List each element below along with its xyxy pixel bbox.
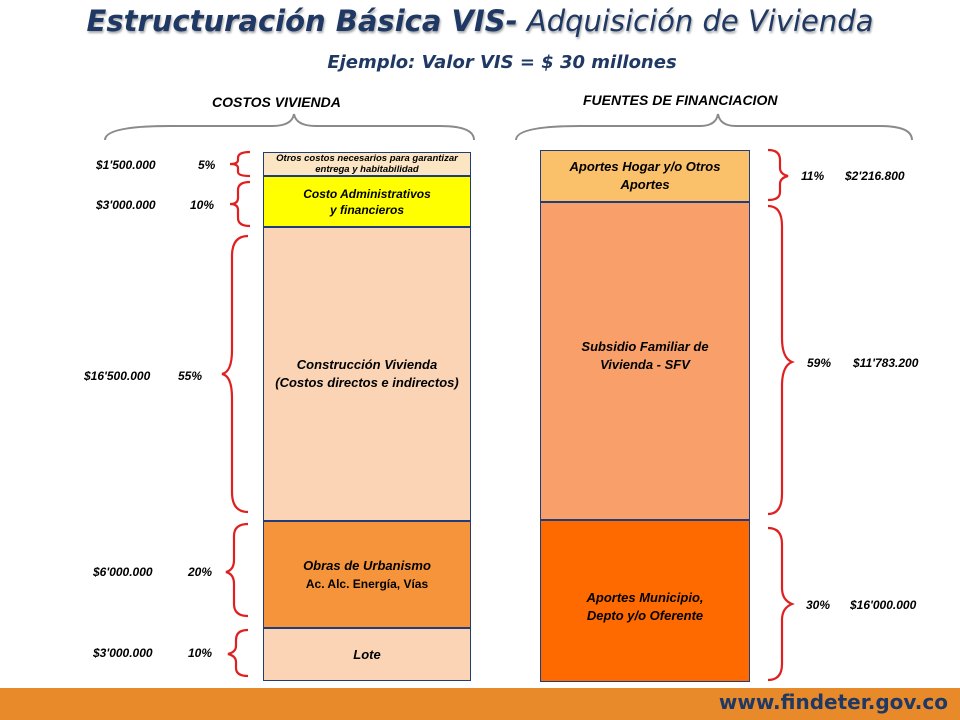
- brace-subsidio: [768, 206, 792, 514]
- urbanismo-label-line1: Obras de Urbanismo: [303, 557, 431, 573]
- financing-top-brace: [516, 114, 912, 140]
- lote-amount: $3'000.000: [93, 646, 153, 660]
- construccion-amount: $16'500.000: [84, 369, 151, 383]
- block-lote: [263, 628, 471, 681]
- municipio-label-line1: Aportes Municipio,: [586, 590, 704, 605]
- block-subsidio-familiar: [540, 202, 750, 520]
- costs-top-brace: [105, 114, 474, 140]
- block-costo-administrativo: [263, 176, 471, 227]
- brace-admin: [230, 182, 250, 226]
- hogar-label-line2: Aportes: [620, 177, 670, 192]
- brace-lote: [228, 630, 248, 676]
- subsidio-label-line2: Vivienda - SFV: [600, 357, 690, 372]
- costs-header: COSTOS VIVIENDA: [212, 94, 341, 110]
- subsidio-amount: $11'783.200: [853, 356, 919, 370]
- block-aportes-municipio: [540, 520, 750, 682]
- lote-label: Lote: [353, 647, 381, 662]
- hogar-percent: 11%: [801, 169, 825, 183]
- brace-hogar: [768, 150, 788, 200]
- admin-label-line1: Costo Administrativos: [303, 186, 431, 201]
- block-obras-urbanismo: [263, 521, 471, 628]
- block-construccion-vivienda: [263, 227, 471, 521]
- otros-costos-label: Otros costos necesarios para garantizar entrega y habitabilidad: [276, 153, 458, 175]
- footer-url[interactable]: www.findeter.gov.co: [718, 690, 948, 714]
- construccion-label-line1: Construcción Vivienda: [296, 357, 438, 372]
- construccion-percent: 55%: [178, 369, 203, 383]
- municipio-amount: $16'000.000: [850, 598, 917, 612]
- financing-header: FUENTES DE FINANCIACION: [583, 92, 778, 108]
- urbanismo-amount: $6'000.000: [93, 565, 153, 579]
- municipio-label-line2: Depto y/o Oferente: [586, 608, 704, 623]
- subsidio-label-line1: Subsidio Familiar de: [581, 339, 709, 354]
- admin-label-line2: y financieros: [329, 202, 405, 217]
- hogar-label-line1: Aportes Hogar y/o Otros: [569, 159, 721, 174]
- subsidio-percent: 59%: [807, 356, 832, 370]
- municipio-percent: 30%: [806, 598, 831, 612]
- brace-otros: [230, 152, 250, 176]
- otros-percent: 5%: [198, 158, 216, 172]
- block-aportes-hogar: [540, 150, 750, 202]
- title-bold-part: Estructuración Básica VIS-: [86, 4, 518, 38]
- construccion-label-line2: (Costos directos e indirectos): [275, 375, 459, 390]
- urbanismo-percent: 20%: [188, 565, 213, 579]
- hogar-amount: $2'216.800: [845, 169, 905, 183]
- admin-percent: 10%: [190, 198, 215, 212]
- otros-amount: $1'500.000: [96, 158, 156, 172]
- urbanismo-label-line2: Ac. Alc. Energía, Vías: [305, 576, 429, 591]
- lote-percent: 10%: [188, 646, 213, 660]
- admin-amount: $3'000.000: [96, 198, 156, 212]
- block-otros-costos: [263, 152, 471, 176]
- brace-construccion: [222, 236, 248, 512]
- title-normal-part: Adquisición de Vivienda: [517, 4, 874, 38]
- brace-municipio: [768, 528, 792, 680]
- slide-subtitle: Ejemplo: Valor VIS = $ 30 millones: [327, 52, 677, 73]
- brace-urbanismo: [226, 524, 248, 616]
